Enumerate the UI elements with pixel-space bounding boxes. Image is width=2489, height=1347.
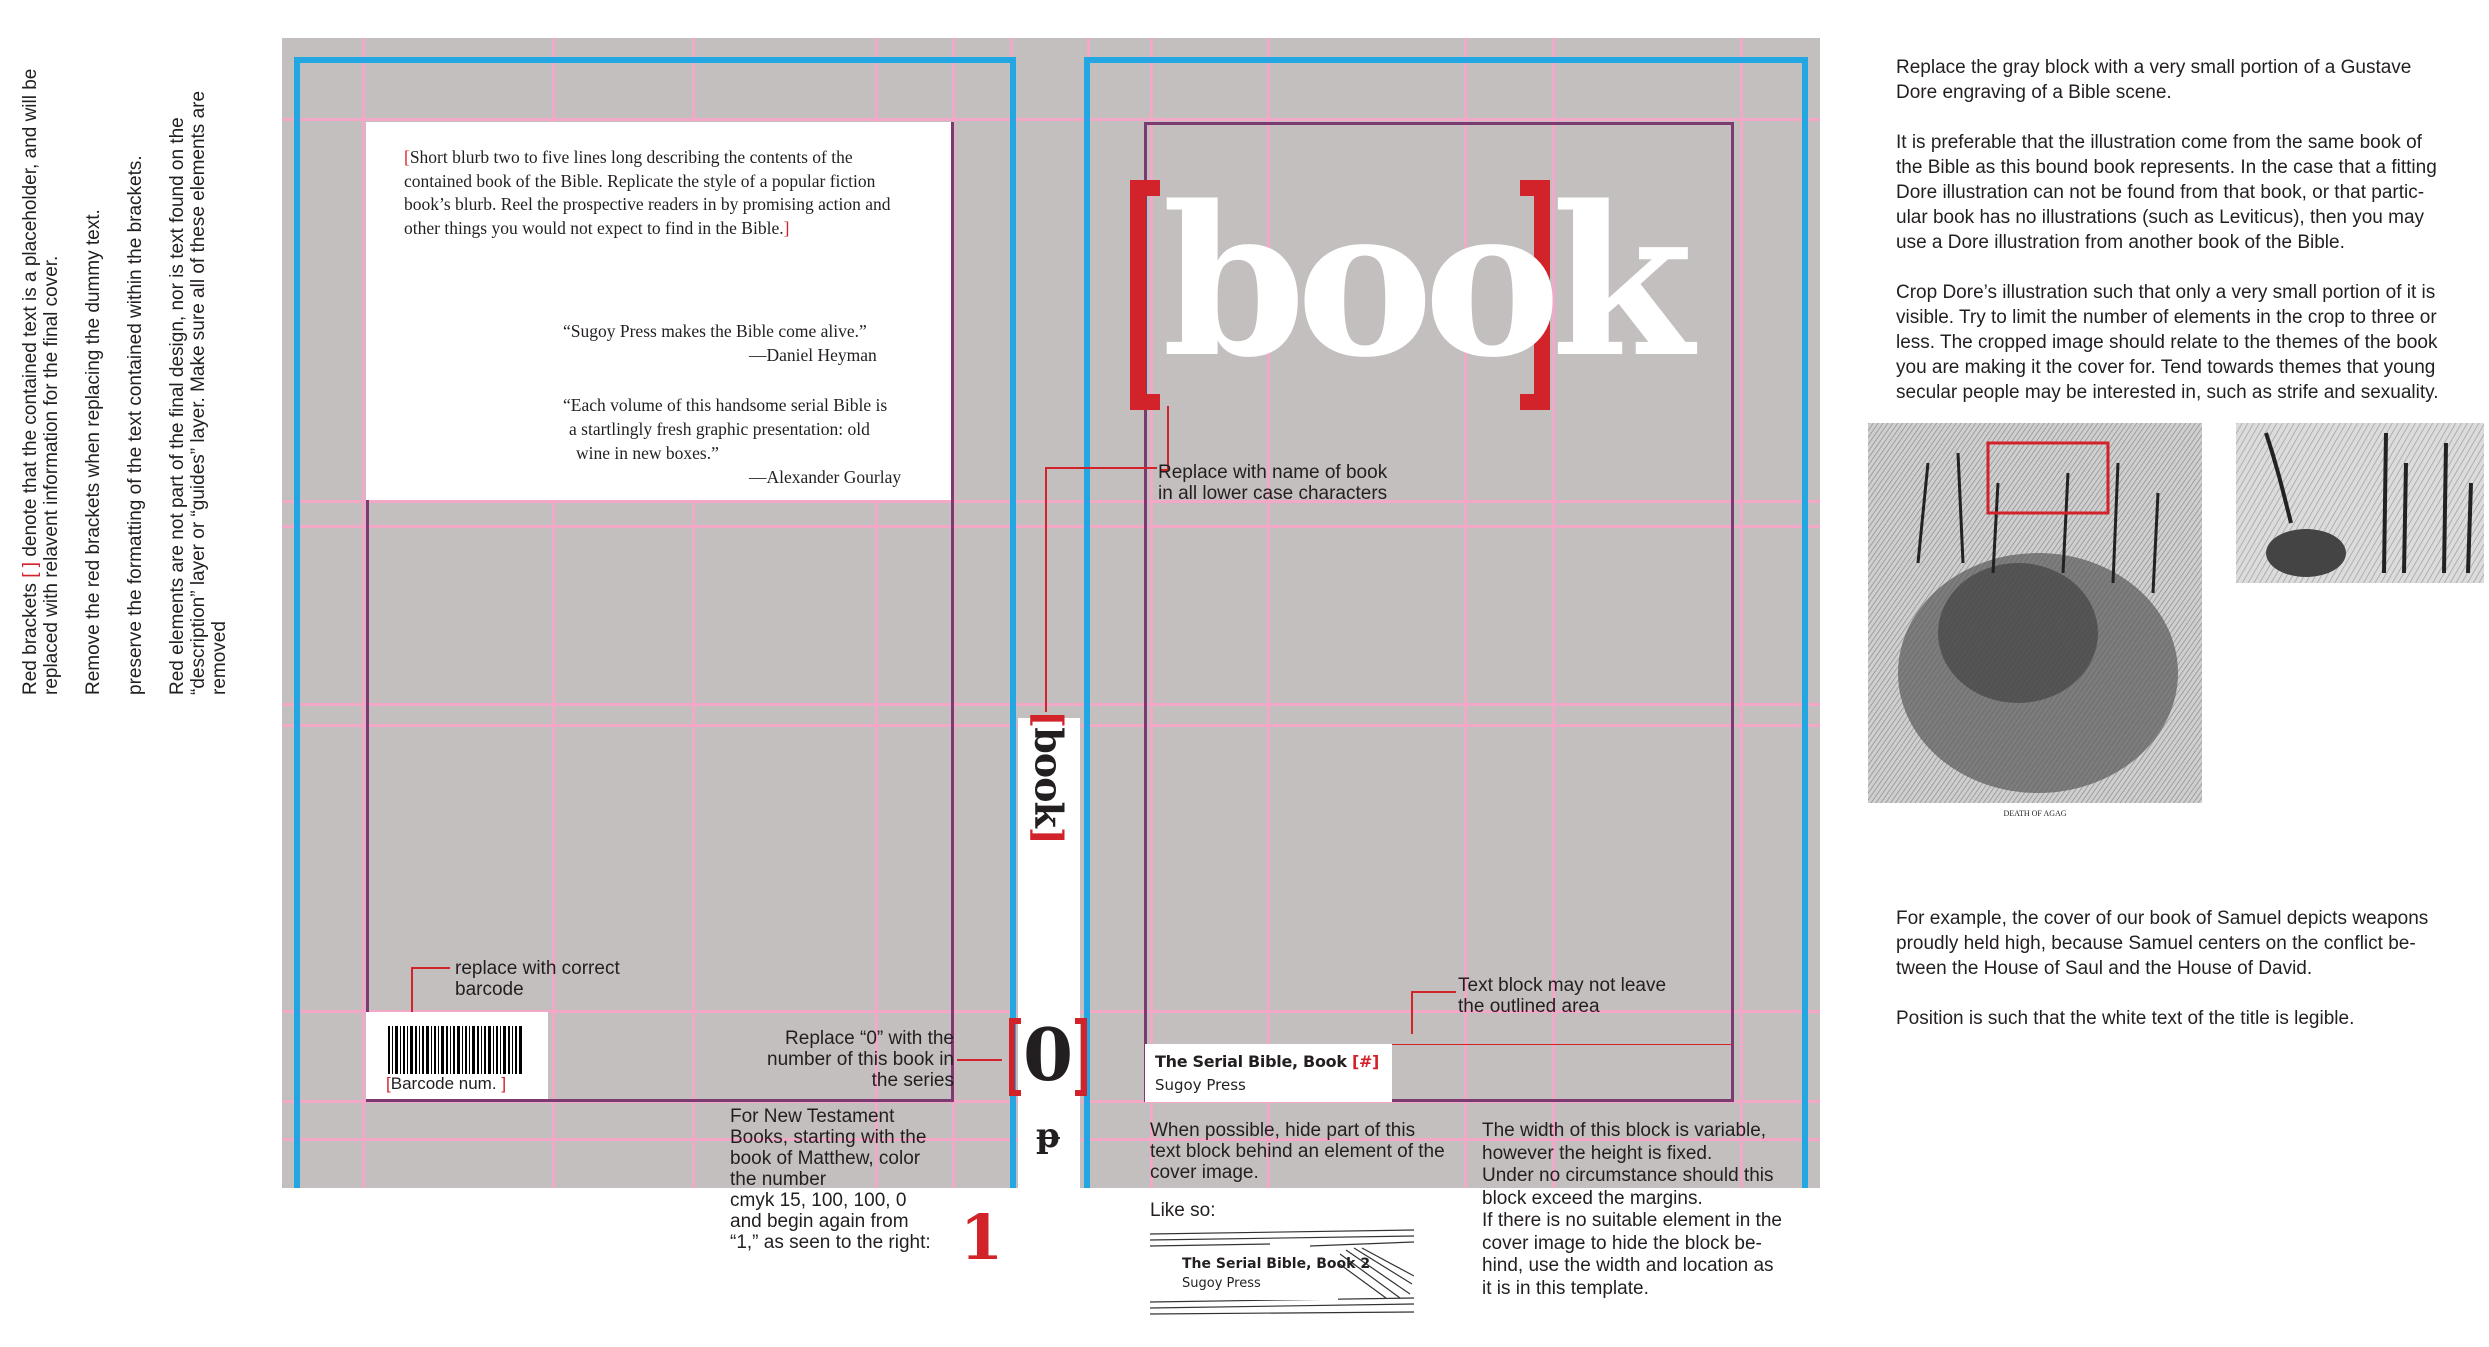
- sample-press: Sugoy Press: [1182, 1276, 1261, 1291]
- quote-1-author: —Daniel Heyman: [749, 345, 877, 365]
- instructions-bottom: [1896, 906, 2476, 1056]
- quote-1: “Sugoy Press makes the Bible come alive.”: [563, 321, 867, 341]
- annotation-width: The width of this block is variable, however the height is fixed. Under no circumstance should this block exceed the margins. If there is no suitable element in the cover image to hide the block be- hind, use the width and location as it is in this template.: [1482, 1120, 1782, 1299]
- title-block-press: Sugoy Press: [1155, 1076, 1246, 1094]
- quote-2-line-3: wine in new boxes.”: [576, 443, 719, 463]
- spine-number-digit: 0: [1023, 1012, 1074, 1097]
- spine-title: [book]: [1026, 709, 1072, 844]
- annotation-number: Replace “0” with the number of this book in the series: [767, 1028, 954, 1091]
- instruction-preferable: It is preferable that the illustration come from the same book of the Bible as this bound book represents. In the case that a fitting Dore illustration can not be found from that book, or that partic- ular book has no illustrations (such as Leviticus), then you may use a Dore illustration from another book of the Bible.: [1896, 132, 2437, 253]
- nt-sample-number: 1: [960, 1201, 1004, 1274]
- note-red-elements: Red elements are not part of the final design, nor is text found on the “description” layer or “guides” layer. Make sure all of these elements are removed: [167, 90, 230, 695]
- annotation-like-so: Like so:: [1150, 1200, 1216, 1221]
- annotation-new-testament: For New Testament Books, starting with the book of Matthew, color the number cmyk 15, 100, 100, 0 and begin again from “1,” as seen to the right:: [730, 1106, 931, 1253]
- note-placeholder: Red brackets [ ] denote that the contained text is a placeholder, and will be replaced with relavent information for the final cover.: [20, 68, 62, 695]
- engraving-caption: DEATH OF AGAG: [2003, 809, 2067, 818]
- quote-2-author: —Alexander Gourlay: [749, 467, 902, 487]
- quote-2-line-1: “Each volume of this handsome serial Bible is: [563, 395, 888, 415]
- annotation-barcode: replace with correct barcode: [455, 958, 620, 1000]
- instructions-top: [1896, 55, 2476, 430]
- engraving-icon: [1868, 423, 2202, 843]
- blurb-text: [Short blurb two to five lines long describing the contents of the contained book of the Bible. Replicate the style of a popular fiction book’s blurb. Reel the prospective readers in by promising action and other things you would not expect to find in the Bible.]: [404, 147, 891, 238]
- dore-engraving: [1868, 423, 2202, 843]
- cropped-engraving: [2236, 423, 2484, 583]
- note-remove-brackets: Remove the red brackets when replacing the dummy text.: [83, 209, 104, 695]
- press-logo-icon: ᵽ: [1036, 1116, 1060, 1156]
- instruction-example: For example, the cover of our book of Samuel depicts weapons proudly held high, because Samuel centers on the conflict be- tween the House of Saul and the House of David.: [1896, 908, 2429, 979]
- annotation-hide-block: When possible, hide part of this text block behind an element of the cover image.: [1150, 1120, 1445, 1183]
- cover-title: book: [1162, 161, 1684, 403]
- engraving-texture-icon: [1150, 1228, 1414, 1316]
- instruction-replace: Replace the gray block with a very small portion of a Gustave Dore engraving of a Bible scene.: [1896, 57, 2412, 103]
- quote-2-line-2: a startlingly fresh graphic presentation: old: [569, 419, 870, 439]
- instruction-position: Position is such that the white text of the title is legible.: [1896, 1008, 2355, 1029]
- sample-image: [1150, 1228, 1414, 1316]
- note-preserve-format: preserve the formatting of the text contained within the brackets.: [125, 155, 146, 695]
- instruction-crop: Crop Dore’s illustration such that only a very small portion of it is visible. Try to limit the number of elements in the crop to three or less. The cropped image should relate to the themes of the book you are making it the cover for. Tend towards themes that young secular people may be interested in, such as strife and sexuality.: [1896, 282, 2439, 403]
- title-block-title: The Serial Bible, Book [#]: [1155, 1052, 1380, 1071]
- barcode-number: [Barcode num. ]: [386, 1074, 507, 1093]
- sample-title: The Serial Bible, Book 2: [1182, 1256, 1371, 1272]
- annotation-text-block: Text block may not leave the outlined area: [1458, 975, 1667, 1017]
- annotation-book-name: Replace with name of book in all lower case characters: [1158, 462, 1388, 504]
- crop-preview-icon: [2236, 423, 2484, 583]
